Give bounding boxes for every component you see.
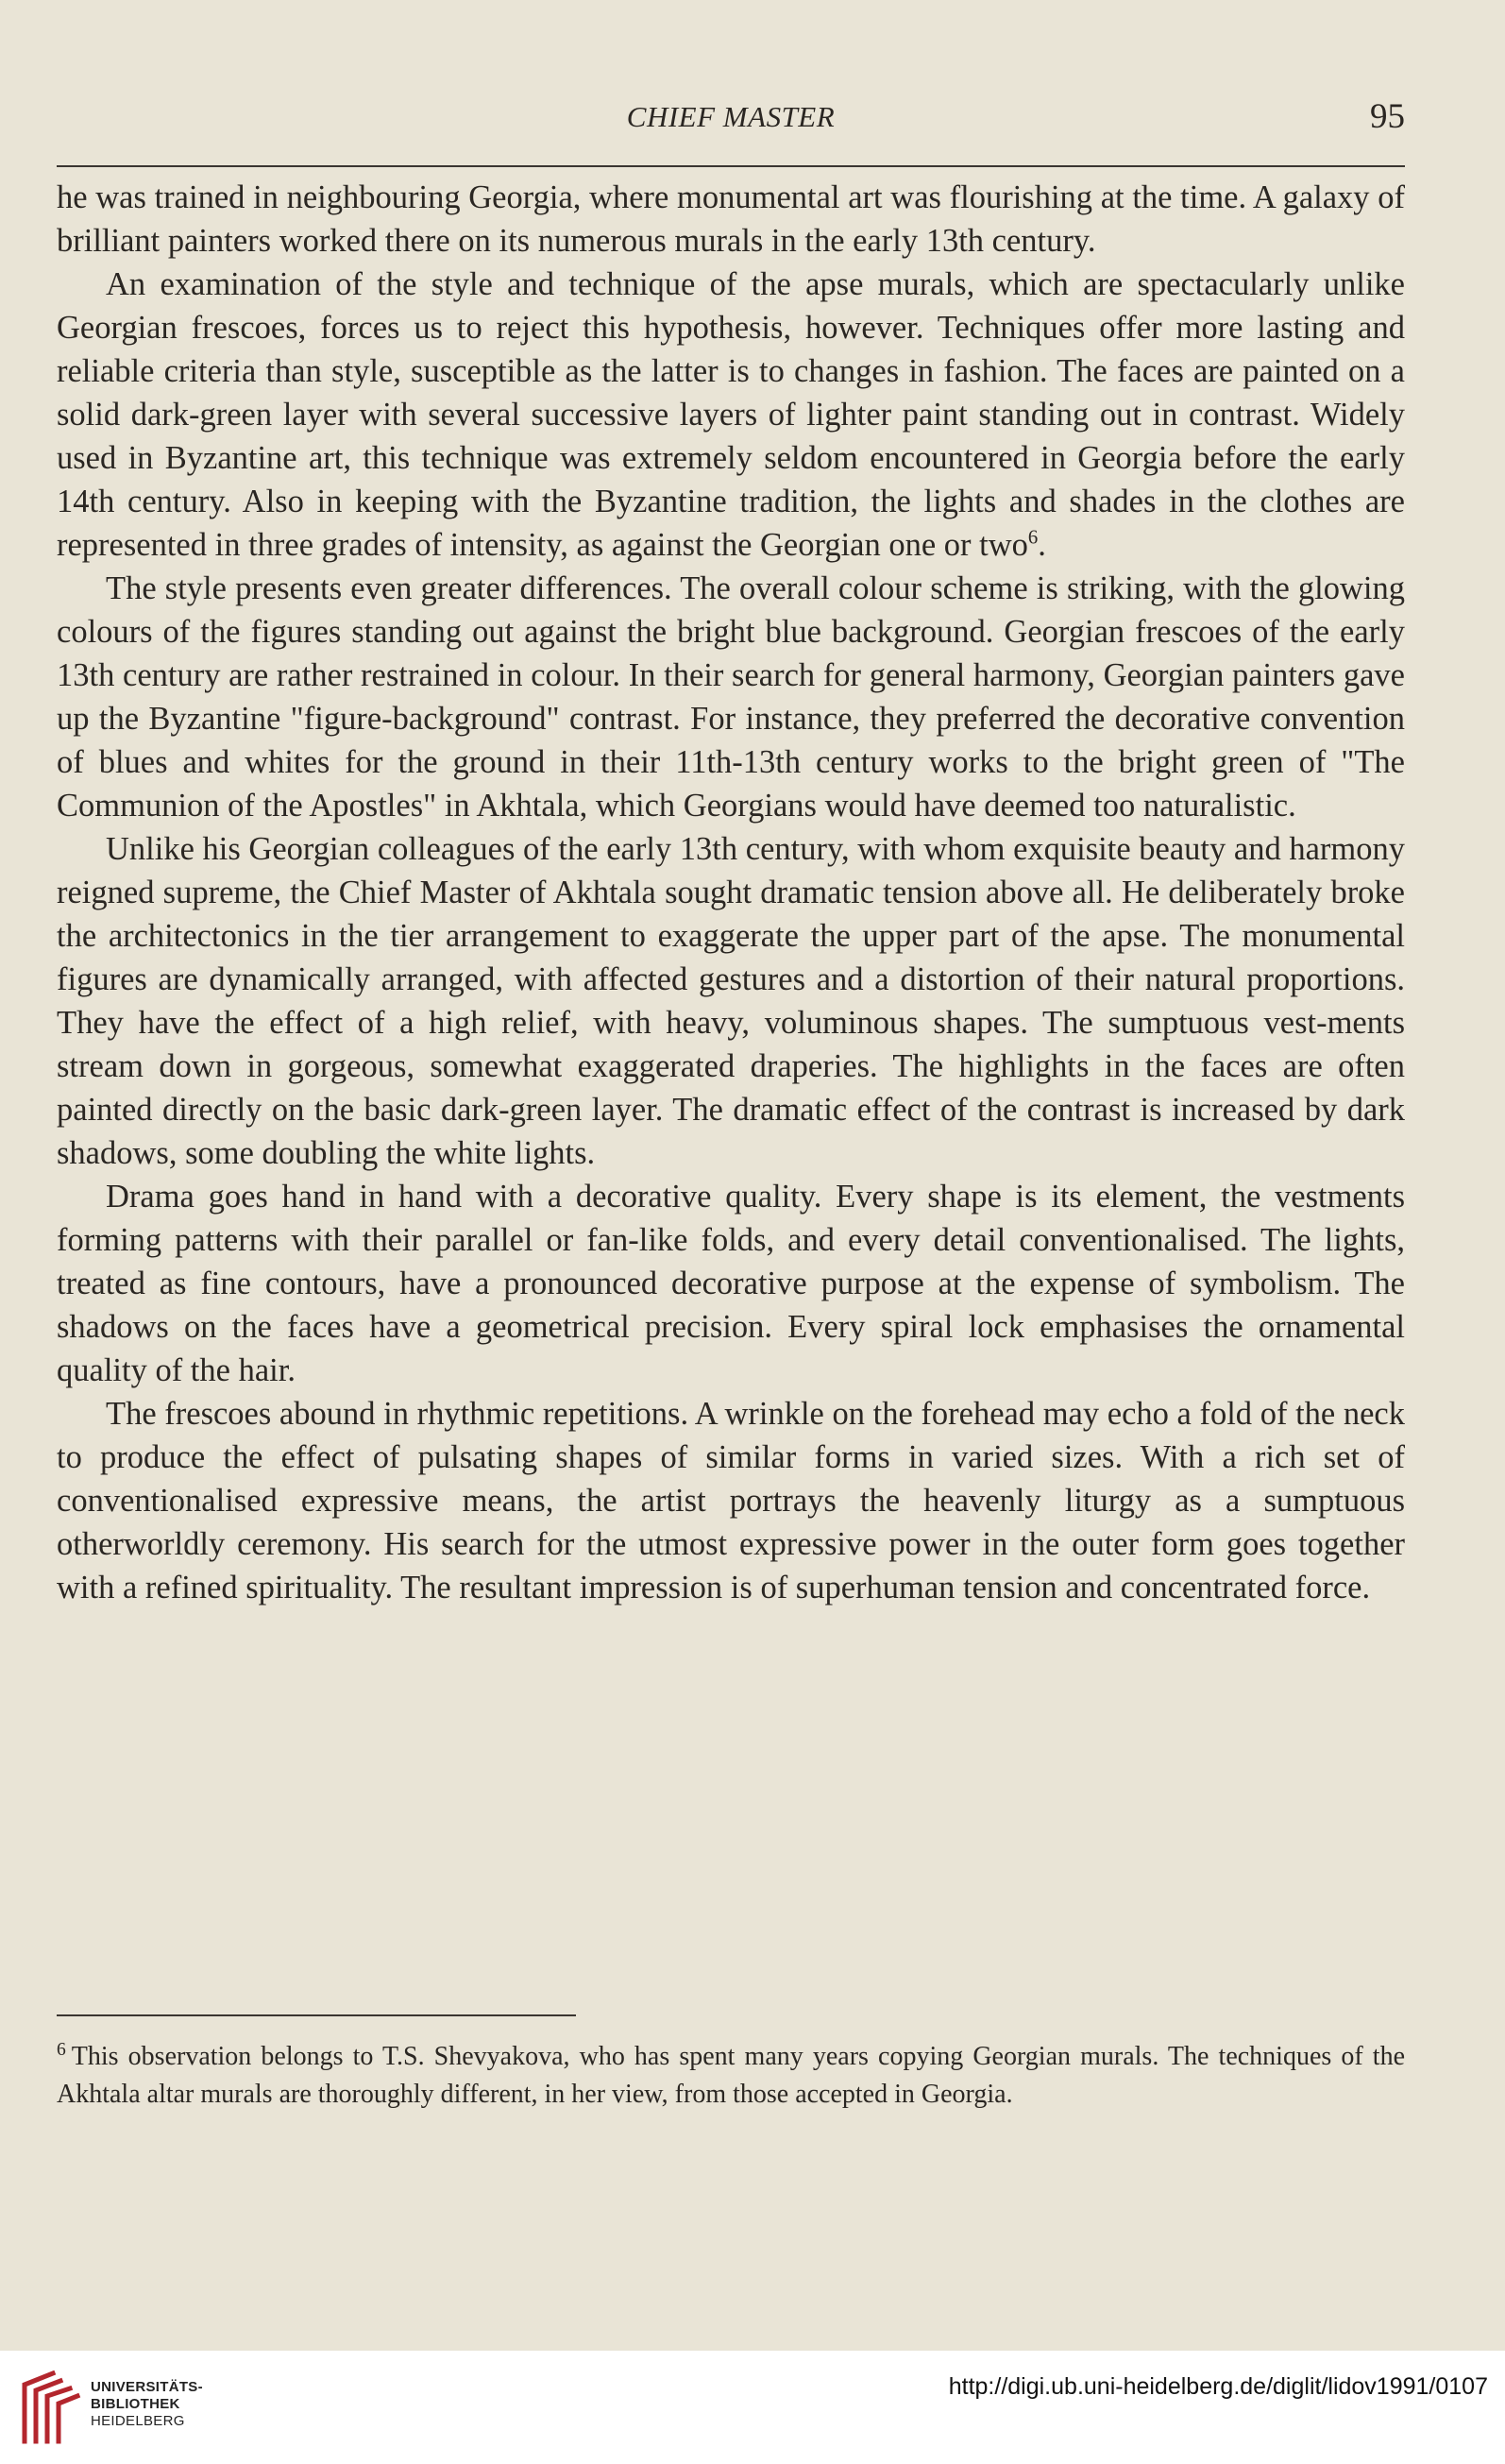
footnote [57,2038,1405,2114]
body-text [57,176,1405,1609]
ub-heidelberg-logo-icon [17,2366,83,2449]
paragraph-6: The frescoes abound in rhythmic repetitions. A wrinkle on the forehead may echo a fold of the neck to produce the effect of pulsating shapes of similar forms in varied sizes. With a rich set of conventionalised expressive means, the artist portrays the heavenly liturgy as a sumptuous otherworldly ceremony. His search for the utmost expressive power in the outer form goes together with a refined spirituality. The resultant impression is of superhuman tension and concentrated force. [57,1396,1405,1606]
library-name-line-3: HEIDELBERG [91,2413,185,2429]
paragraph-4: Unlike his Georgian colleagues of the early 13th century, with whom exquisite beauty and harmony reigned supreme, the Chief Master of Akhtala sought dramatic tension above all. He deliberately broke the architectonics in the tier arrangement to exaggerate the upper part of the apse. The monumental figures are dynamically arranged, with affected gestures and a distortion of their natural proportions. They have the effect of a high relief, with heavy, voluminous shapes. The sumptuous vest-ments stream down in gorgeous, somewhat exaggerated draperies. The highlights in the faces are often painted directly on the basic dark-green layer. The dramatic effect of the contrast is increased by dark shadows, some doubling the white lights. [57,831,1405,1171]
paragraph-2 [57,263,1405,567]
library-name-line-1: UNIVERSITÄTS- [91,2379,203,2395]
paragraph-3: The style presents even greater differences. The overall colour scheme is striking, with the glowing colours of the figures standing out against the bright blue background. Georgian frescoes of the early 13th century are rather restrained in colour. In their search for general harmony, Georgian painters gave up the Byzantine "figure-background" contrast. For instance, they preferred the decorative convention of blues and whites for the ground in their 11th-13th century works to the bright green of "The Communion of the Apostles" in Akhtala, which Georgians would have deemed too naturalistic. [57,570,1405,824]
library-name-line-2: BIBLIOTHEK [91,2396,180,2412]
paragraph-2-end: . [1038,527,1046,563]
digitization-footer [0,2351,1505,2464]
footnote-mark: 6 [57,2039,66,2060]
footnote-rule [57,2014,576,2016]
footnote-reference: 6 [1027,527,1039,549]
header-rule [57,165,1405,167]
permalink-link[interactable]: http://digi.ub.uni-heidelberg.de/diglit/lidov1991/0107 [948,2373,1488,2400]
library-name [91,2379,203,2430]
footnote-text: This observation belongs to T.S. Shevyakova, who has spent many years copying Georgian murals. The techniques of the Akhtala altar murals are thoroughly different, in her view, from those accepted in Georgia. [57,2042,1405,2109]
paragraph-1: he was trained in neighbouring Georgia, where monumental art was flourishing at the time. A galaxy of brilliant painters worked there on its numerous murals in the early 13th century. [57,179,1405,259]
page-number: 95 [1370,97,1405,136]
running-title: CHIEF MASTER [626,100,836,133]
footnote-6 [57,2038,1405,2114]
page-header [57,94,1405,151]
paragraph-2-text: An examination of the style and technique of the apse murals, which are spectacularly unlike Georgian frescoes, forces us to reject this hypothesis, however. Techniques offer more lasting and reliable criteria than style, susceptible as the latter is to changes in fashion. The faces are painted on a solid dark-green layer with several successive layers of lighter paint standing out in contrast. Widely used in Byzantine art, this technique was extremely seldom encountered in Georgia before the early 14th century. Also in keeping with the Byzantine tradition, the lights and shades in the clothes are represented in three grades of intensity, as against the Georgian one or two [57,266,1405,563]
paragraph-5: Drama goes hand in hand with a decorative quality. Every shape is its element, the vestments forming patterns with their parallel or fan-like folds, and every detail conventionalised. The lights, treated as fine contours, have a pronounced decorative purpose at the expense of symbolism. The shadows on the faces have a geometrical precision. Every spiral lock emphasises the ornamental quality of the hair. [57,1179,1405,1388]
